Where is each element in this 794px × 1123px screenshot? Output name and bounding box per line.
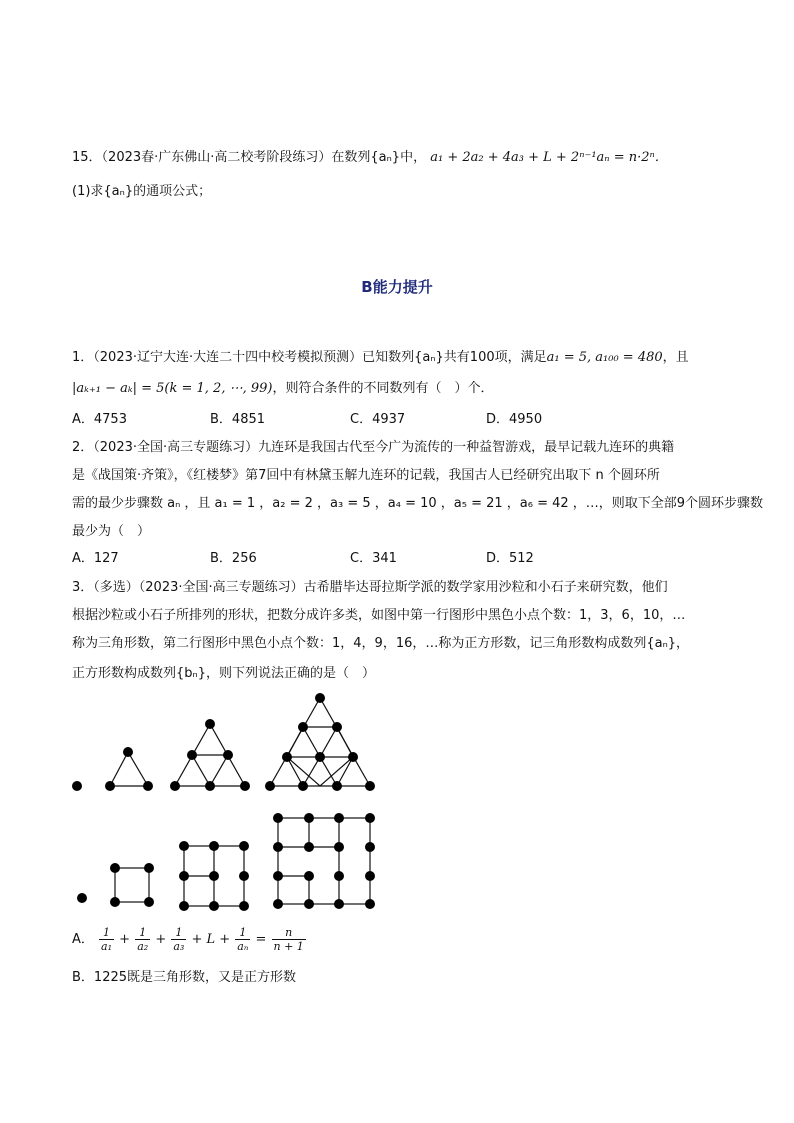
- sq-3-dot: [179, 871, 189, 881]
- sq-4-dot: [273, 813, 283, 823]
- plus-2: +: [155, 932, 167, 947]
- frac-1-num: 1: [99, 926, 114, 940]
- tri-4-dot: [298, 722, 308, 732]
- figure-lines: [110, 698, 370, 906]
- tri-3-dot: [170, 781, 180, 791]
- sq-4-dot: [334, 871, 344, 881]
- q3-option-b[interactable]: B．1225既是三角形数，又是正方形数: [72, 970, 297, 985]
- tri-4-dot: [332, 722, 342, 732]
- frac-rhs-num: n: [272, 926, 306, 940]
- q15-part1: (1)求{aₙ}的通项公式；: [72, 184, 212, 199]
- sq-4-dot: [365, 842, 375, 852]
- q1-option-d[interactable]: D．4950: [486, 412, 543, 427]
- sq-4-dot: [273, 899, 283, 909]
- frac-2-num: 1: [135, 926, 150, 940]
- frac-rhs-den: n + 1: [273, 940, 304, 953]
- tri-4-dot: [365, 781, 375, 791]
- q2-option-b[interactable]: B．256: [210, 551, 257, 566]
- triangle-4-inner-2: [287, 757, 353, 786]
- frac-n-num: 1: [235, 926, 250, 940]
- sq-4-dot: [273, 842, 283, 852]
- sq-4-dot: [304, 842, 314, 852]
- square-4-inner: [278, 818, 339, 904]
- q2-line3: 需的最少步骤数 aₙ ，且 a₁ = 1 ，a₂ = 2 ，a₃ = 5 ，a₄ = 10 ，a₅ = 21 ，a₆ = 42 ，…，则取下全部9个圆环步骤数: [72, 496, 764, 511]
- triangle-3-inner: [192, 755, 228, 786]
- sq-2-dot: [144, 863, 154, 873]
- q2-line4: 最少为（ ）: [72, 524, 151, 539]
- q2-options: [72, 549, 772, 569]
- q3-option-a[interactable]: [72, 922, 307, 958]
- q2-option-c[interactable]: C．341: [350, 551, 397, 566]
- frac-2: [135, 926, 150, 953]
- q1-options: [72, 410, 772, 430]
- frac-1: [99, 926, 114, 953]
- sq-3-dot: [179, 841, 189, 851]
- tri-1-dot: [72, 781, 82, 791]
- tri-4-dot: [282, 752, 292, 762]
- sq-2-dot: [144, 897, 154, 907]
- sq-4-dot: [304, 871, 314, 881]
- q3-line3: 称为三角形数，第二行图形中黑色小点个数：1，4，9，16，…称为正方形数，记三角形数构成数列{aₙ}，: [72, 636, 690, 651]
- sq-3-dot: [239, 901, 249, 911]
- frac-n: [235, 926, 250, 953]
- sq-4-dot: [365, 899, 375, 909]
- tri-2-dot: [143, 781, 153, 791]
- q3-line4: 正方形数构成数列{bₙ}，则下列说法正确的是（ ）: [72, 666, 375, 681]
- q3-line1: 3．（多选）（2023·全国·高三专题练习）古希腊毕达哥拉斯学派的数学家用沙粒和小石子来研究数，他们: [72, 580, 668, 595]
- tri-3-dot: [187, 750, 197, 760]
- tri-4-dot: [315, 693, 325, 703]
- plus-1: +: [119, 932, 131, 947]
- sq-2-dot: [110, 897, 120, 907]
- frac-2-den: a₂: [137, 940, 149, 953]
- q1-option-a[interactable]: A．4753: [72, 412, 127, 427]
- tri-2-dot: [105, 781, 115, 791]
- section-heading: B能力提升: [361, 278, 433, 296]
- q2-option-d[interactable]: D．512: [486, 551, 534, 566]
- q1-option-c[interactable]: C．4937: [350, 412, 406, 427]
- q3-option-a-label: A．: [72, 932, 94, 947]
- q1-line1: [72, 348, 689, 368]
- frac-3: [171, 926, 186, 953]
- tri-3-dot: [223, 750, 233, 760]
- q1-line1-math: a₁ = 5, a₁₀₀ = 480: [546, 350, 663, 365]
- frac-3-den: a₃: [173, 940, 185, 953]
- q3-line2: 根据沙粒或小石子所排列的形状，把数分成许多类，如图中第一行图形中黑色小点个数：1，3，6，10，…: [72, 608, 686, 623]
- frac-3-num: 1: [171, 926, 186, 940]
- square-3-inner: [184, 846, 214, 906]
- sq-3-dot: [179, 901, 189, 911]
- q1-line2: [72, 379, 493, 399]
- square-2-edges: [115, 868, 149, 902]
- square-4-edges: [278, 818, 370, 904]
- frac-rhs: [272, 926, 306, 953]
- sq-4-dot: [334, 813, 344, 823]
- sq-3-dot: [209, 901, 219, 911]
- frac-n-den: aₙ: [237, 940, 249, 953]
- q15-formula: a₁ + 2a₂ + 4a₃ + L + 2ⁿ⁻¹aₙ = n·2ⁿ．: [430, 150, 668, 165]
- sq-4-dot: [273, 871, 283, 881]
- q1-option-b[interactable]: B．4851: [210, 412, 266, 427]
- tri-3-dot: [205, 781, 215, 791]
- tri-4-dot: [332, 781, 342, 791]
- q1-line1-text: 1．（2023·辽宁大连·大连二十四中校考模拟预测）已知数列{aₙ}共有100项，满足: [72, 350, 547, 365]
- sq-4-dot: [365, 813, 375, 823]
- sq-4-dot: [365, 871, 375, 881]
- sq-3-dot: [239, 841, 249, 851]
- sq-4-dot: [304, 899, 314, 909]
- q1-line2-tail: ，则符合条件的不同数列有（ ）个．: [272, 381, 494, 396]
- triangle-2-edges: [110, 752, 148, 786]
- q1-line1-tail: ，且: [662, 350, 689, 365]
- sq-4-dot: [334, 899, 344, 909]
- tri-4-dot: [265, 781, 275, 791]
- sq-3-dot: [209, 871, 219, 881]
- sq-1-dot: [77, 893, 87, 903]
- tri-3-dot: [240, 781, 250, 791]
- tri-3-dot: [205, 719, 215, 729]
- triangle-4-edges: [270, 698, 370, 786]
- q15-stem: 15．（2023春·广东佛山·高二校考阶段练习）在数列{aₙ}中，: [72, 150, 427, 165]
- figure-dots: [72, 693, 375, 911]
- tri-4-dot: [348, 752, 358, 762]
- frac-1-den: a₁: [101, 940, 113, 953]
- q1-line2-math: |aₖ₊₁ − aₖ| = 5(k = 1, 2, ⋯, 99): [72, 381, 273, 396]
- triangle-4-inner-3: [287, 727, 353, 786]
- sq-3-dot: [239, 871, 249, 881]
- sq-4-dot: [334, 842, 344, 852]
- tri-4-dot: [298, 781, 308, 791]
- triangle-4-inner-1: [303, 727, 337, 757]
- triangle-3-edges: [175, 724, 245, 786]
- sq-4-dot: [304, 813, 314, 823]
- q15-stem-line: [72, 148, 668, 168]
- plus-ellipsis: + L +: [191, 932, 231, 947]
- sq-2-dot: [110, 863, 120, 873]
- q2-line1: 2．（2023·全国·高三专题练习）九连环是我国古代至今广为流传的一种益智游戏，最早记载九连环的典籍: [72, 440, 675, 455]
- q2-line2: 是《战国策·齐策》，《红楼梦》第7回中有林黛玉解九连环的记载，我国古人已经研究出取下 n 个圆环所: [72, 468, 660, 483]
- q2-option-a[interactable]: A．127: [72, 551, 119, 566]
- tri-2-dot: [123, 747, 133, 757]
- equals-sign: =: [255, 932, 267, 947]
- square-3-edges: [184, 846, 244, 906]
- sq-3-dot: [209, 841, 219, 851]
- tri-4-dot: [315, 752, 325, 762]
